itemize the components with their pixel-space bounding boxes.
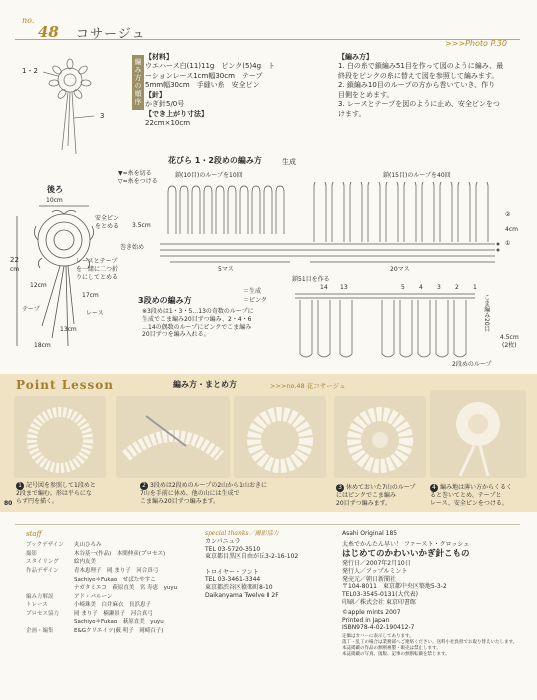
staff-role: プロセス協力 xyxy=(26,610,60,617)
method-title: 【編み方】 xyxy=(338,53,373,61)
staff-role xyxy=(26,618,74,627)
step-photo-1 xyxy=(14,396,106,478)
method-step: 終段をピンクの糸に替えて図を参照して編みます。 xyxy=(338,71,499,80)
loop-number: 14 xyxy=(320,284,328,291)
staff-name: Sachiyo＊Fukao 萩原直美 yuyu xyxy=(74,619,164,626)
book-note: 落丁・乱丁の場合は業務部へご連絡ください。送料小社負担でお取り替えいたします。 xyxy=(342,640,518,646)
row2-marker: ② xyxy=(505,211,511,218)
caption-line: 7山を手前に休め、他の山には生成で xyxy=(140,490,240,497)
caption-line: にはピンクでこま編み xyxy=(336,492,396,499)
size-title: 【でき上がり寸法】 xyxy=(145,109,208,118)
third-legend-white: ＝生成 xyxy=(243,288,262,295)
len-4cm: 4cm xyxy=(505,226,518,233)
number-prefix: no. xyxy=(22,16,35,25)
petal-chart-title: 花びら 1・2段めの編み方 xyxy=(168,156,262,165)
legend-attach: ▽=糸をつける xyxy=(118,178,158,185)
staff-role: 撮影 xyxy=(26,550,38,557)
staff-name: アド・バルーン xyxy=(74,593,113,600)
note-line: ※3段めは1・3・5…13の奇数のループに xyxy=(142,308,254,315)
row2-loop-label: 2段めのループ xyxy=(452,361,492,368)
staff-name: 木谷基一(作品) 本間伸彦(プロセス) xyxy=(74,550,166,557)
loop-number: 4 xyxy=(419,284,423,291)
len-3-5cm: 3.5cm xyxy=(132,222,151,229)
loop15-label: 鎖(15目)のループを40回 xyxy=(383,172,451,179)
staff-name: 丸山ひろみ xyxy=(74,542,102,549)
staff-role: 作品デザイン xyxy=(26,567,59,574)
note-line: 生成でこま編み20目ずつ編み、2・4・6 xyxy=(142,315,252,323)
staff-rows xyxy=(26,541,201,635)
thanks-line: TEL 03-3461-3344 xyxy=(205,576,261,584)
caption-line: 編み地は薄い方からくるく xyxy=(440,484,513,491)
needle-title: 【針】 xyxy=(145,90,166,99)
staff-name: Sachiyo＊Fukao せばたやすこ xyxy=(74,576,156,583)
back-view-title: 後ろ xyxy=(47,185,63,194)
step-number: 4 xyxy=(430,484,438,492)
len-17cm: 17cm xyxy=(82,292,99,299)
materials-line: ウエハース白(11)11g ピンク(5)4g ト xyxy=(145,62,276,71)
order-label-1: 1・2 xyxy=(22,67,38,75)
book-notes xyxy=(342,634,527,658)
staff-row xyxy=(26,558,201,567)
staff-row xyxy=(26,576,201,585)
materials-line: ーションレース1cm幅30cm テープ xyxy=(145,71,263,80)
back-height-unit: cm xyxy=(10,266,20,273)
book-note: 定価はカバーに表示してあります。 xyxy=(342,634,414,640)
step-number: 1 xyxy=(16,482,24,490)
book-info-line: 〒104-8011 東京都中央区築地5-3-2 xyxy=(342,583,447,591)
special-thanks-block xyxy=(205,530,335,600)
step-caption-4 xyxy=(430,484,530,508)
staff-name: 青木恵理子 岡 まり子 河合真弓 xyxy=(74,567,159,574)
step-caption-3 xyxy=(336,484,426,508)
sidebar-tab: 編み方の順序 xyxy=(132,55,144,110)
step-photo-3 xyxy=(334,396,426,478)
back-width: 10cm xyxy=(46,197,63,204)
copyright: ©apple mints 2007 xyxy=(342,608,401,616)
row1-marker: ① xyxy=(505,240,511,247)
step-number: 2 xyxy=(140,482,148,490)
book-info-line: 発行人／アップルミント xyxy=(342,567,408,575)
staff-name: 絵内友美 xyxy=(74,559,97,566)
staff-role: 編み方解説 xyxy=(26,593,54,600)
note-line: …14の偶数のループにピンクでこま編み xyxy=(142,323,252,331)
thanks-line: TEL 03-5720-3510 xyxy=(205,545,261,553)
loop-number: 1 xyxy=(473,284,477,291)
caption-line: 休めておいた7山のループ xyxy=(346,484,416,491)
book-info-line: 印刷／株式会社 東京印書館 xyxy=(342,599,416,607)
staff-role: 企画・編集 xyxy=(26,627,54,634)
materials-line: 5mm幅30cm 手縫い糸 安全ピン xyxy=(145,81,260,90)
order-diagram xyxy=(20,50,128,162)
footer-divider xyxy=(15,524,520,525)
special-thanks-title: special thanks／撮影協力 xyxy=(205,530,279,537)
pin-label: 安全ピン xyxy=(95,215,120,222)
thanks-line: Daikanyama Twelve Ⅱ 2F xyxy=(205,592,279,600)
thanks-line: カンパニュラ xyxy=(205,537,241,545)
lace-tape-label-2: を一緒に二つ折 xyxy=(76,266,119,273)
loop-number: 5 xyxy=(401,284,405,291)
lace-label: レース xyxy=(86,310,104,317)
caption-line: レース、安全ピンをつける。 xyxy=(430,499,508,507)
book-note: 本誌掲載の写真、図版、記事の無断転載を禁じます。 xyxy=(342,652,450,658)
staff-role xyxy=(26,584,74,593)
len-18cm: 18cm xyxy=(34,342,51,349)
step-photo-4 xyxy=(430,390,526,478)
thanks-line xyxy=(205,561,335,569)
staff-row xyxy=(26,550,201,559)
staff-row xyxy=(26,584,201,593)
step-caption-1 xyxy=(16,482,116,506)
caption-line: こま編み20目ずつ編みます。 xyxy=(140,497,220,505)
staff-row xyxy=(26,618,201,627)
loop-2-pieces: (2枚) xyxy=(502,342,517,349)
thanks-line: 東京都目黒区自由が丘3-2-16-102 xyxy=(205,553,299,561)
page-title: コサージュ xyxy=(76,27,146,42)
tape-label: テープ xyxy=(22,306,40,313)
wrap-start-label: 巻き始め xyxy=(120,244,145,251)
book-note: 本誌掲載の作品の無断複製・販売は禁止します。 xyxy=(342,646,441,652)
staff-row xyxy=(26,567,201,576)
sc20-label: こま編み20目 xyxy=(482,294,490,332)
method-step: 3. レースとテープを図のように止め、安全ピンをつ xyxy=(338,100,500,109)
back-height: 22 xyxy=(10,256,19,264)
petal-chart-color: 生成 xyxy=(282,158,296,166)
printed-in: Printed in Japan xyxy=(342,616,390,624)
materials-block xyxy=(145,53,325,129)
staff-role: トレース xyxy=(26,602,48,609)
step-number: 3 xyxy=(336,484,344,492)
lace-tape-label-3: りにしてとめる xyxy=(76,274,119,281)
needle-value: かぎ針5/0号 xyxy=(145,100,185,109)
loop-4-5cm: 4.5cm xyxy=(500,334,519,341)
header-divider xyxy=(15,39,520,40)
book-title: はじめてのかわいいかぎ針こもの xyxy=(342,548,470,559)
book-series: Asahi Original 185 xyxy=(342,530,398,537)
caption-line: 3段めは2段めのループの2山から1山おきに xyxy=(150,482,267,489)
page-number: 80 xyxy=(4,500,13,507)
caption-line: らず円を描く。 xyxy=(16,497,58,505)
staff-row xyxy=(26,593,201,602)
book-info-block xyxy=(342,530,527,658)
loop-number: 13 xyxy=(340,284,348,291)
method-step: 2. 鎖編み10目のループの方から巻いていき、作り xyxy=(338,81,496,90)
photo-reference: >>>Photo P.30 xyxy=(445,39,507,48)
step-caption-2 xyxy=(140,482,320,506)
caption-line: 2段まで編む。形は平らにな xyxy=(16,490,92,497)
book-info-line: 発行日／2007年2月10日 xyxy=(342,560,411,568)
staff-name: 岡 まり子 楠瀬景子 河合真弓 xyxy=(74,610,153,617)
method-block xyxy=(338,53,524,119)
book-info-line: 発売元／朝日新聞社 xyxy=(342,575,397,583)
staff-block xyxy=(26,530,201,635)
staff-role: ブックデザイン xyxy=(26,542,64,549)
staff-row xyxy=(26,610,201,619)
book-lines xyxy=(342,560,527,607)
thanks-lines xyxy=(205,538,335,600)
method-step: 1. 白の糸で鎖編み51目を作って図のように編み、最 xyxy=(338,62,504,71)
method-step: けます。 xyxy=(338,109,366,118)
book-subtitle: 太糸でかんたん早い！ ファースト・クロッシェ xyxy=(342,540,470,548)
five-stitches: 5マス xyxy=(218,266,234,273)
pin-label-2: をとめる xyxy=(95,223,120,230)
len-12cm: 12cm xyxy=(30,282,47,289)
third-row-title: 3段めの編み方 xyxy=(138,296,192,305)
method-step: 目側をとめます。 xyxy=(338,90,394,99)
staff-role: スタイリング xyxy=(26,559,59,566)
twenty-stitches: 20マス xyxy=(390,266,410,273)
loop-number: 3 xyxy=(437,284,441,291)
loop-number: 2 xyxy=(455,284,459,291)
staff-name: ナガタミエコ 萩原直美 宮 寿恵 yuyu xyxy=(74,585,178,592)
lace-tape-label: レースとテープ xyxy=(76,258,118,265)
staff-name: E&Gクリエイツ(薮 明子 岡崎百子) xyxy=(74,627,164,634)
thanks-line: 東京都渋谷区猿楽町8-10 xyxy=(205,584,273,592)
loops-diagram xyxy=(290,282,500,372)
thanks-line: トロイヤー・フント xyxy=(205,568,259,576)
step-photo-2a xyxy=(116,396,230,478)
size-value: 22cm×10cm xyxy=(145,119,191,128)
order-label-2: 3 xyxy=(100,112,105,120)
caption-line: 記号図を参照して1段めと xyxy=(26,482,96,489)
third-row-note xyxy=(142,308,302,339)
caption-line: ると巻いてとめ、テープと xyxy=(430,492,502,499)
legend-cut: ▼=糸を切る xyxy=(118,170,152,177)
isbn: ISBN978-4-02-190412-7 xyxy=(342,624,415,632)
chain51-label: 鎖51目を作る xyxy=(292,276,330,283)
staff-title: staff xyxy=(26,530,42,538)
point-lesson-ref: >>>no.48 花コサージュ xyxy=(270,382,346,390)
len-13cm: 13cm xyxy=(60,326,77,333)
petal-stitch-chart xyxy=(150,182,520,282)
loop10-label: 鎖(10目)のループを10回 xyxy=(175,172,243,179)
point-lesson-subtitle: 編み方・まとめ方 xyxy=(173,380,237,389)
book-info-line: TEL03-3545-0131(大代表) xyxy=(342,591,418,599)
staff-role xyxy=(26,576,74,585)
project-number: 48 xyxy=(38,23,59,41)
note-line: 20目ずつを編み入れる。 xyxy=(142,331,210,339)
step-photo-2b xyxy=(234,396,326,478)
point-lesson-title: Point Lesson xyxy=(16,378,115,392)
staff-row xyxy=(26,601,201,610)
staff-row xyxy=(26,541,201,550)
materials-title: 【材料】 xyxy=(145,53,173,61)
staff-name: 小崎珠美 白井麻衣 長浜恵子 xyxy=(74,602,152,609)
caption-line: 20目ずつ編みます。 xyxy=(336,499,392,507)
staff-row xyxy=(26,627,201,636)
third-legend-pink: ＝ピンク xyxy=(243,297,267,304)
